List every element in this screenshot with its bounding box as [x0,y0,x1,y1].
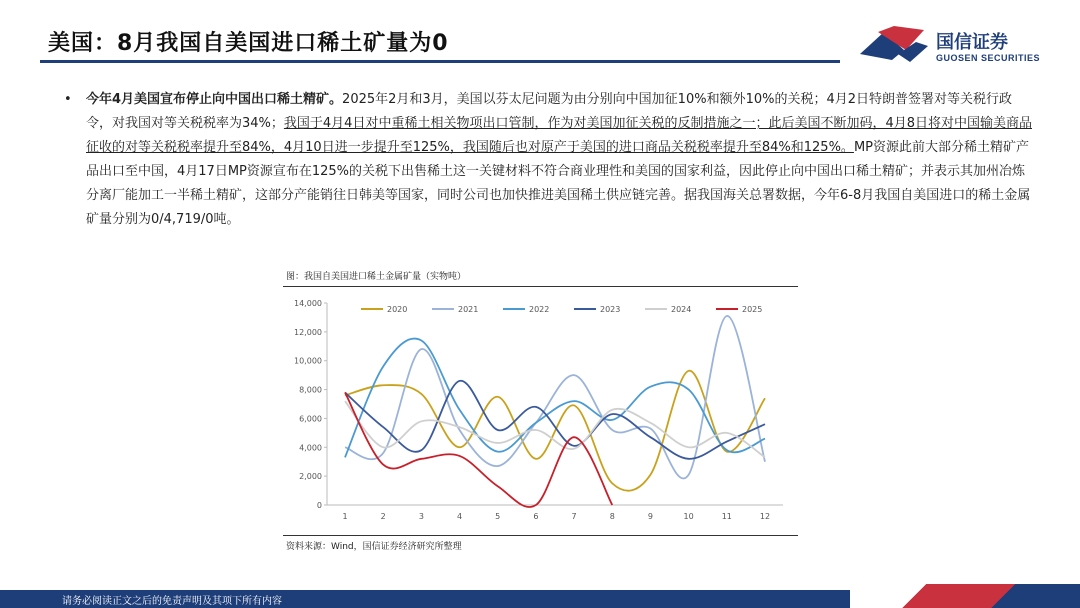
x-tick-label: 2 [380,512,386,521]
footer-bar [0,590,1080,608]
x-tick-label: 5 [495,512,501,521]
paragraph-text-2: MP资源此前大部分稀土精矿产品出口至中国，4月17日MP资源宣布在125%的关税下出售稀土这一关键材料不符合商业理性和美国的国家利益，因此停止向中国出口稀土精矿；并表示其加州冶炼分离厂能加工一半稀土精矿，这部分产能销往日韩美等国家，同时公司也加快推进美国稀土供应链完善。据我国海关总署数据，今年6-8月我国自美国进口的稀土金属矿量分别为0/4,719/0吨。 [86,140,1031,227]
line-chart [283,289,798,531]
guosen-logo-icon [858,24,930,68]
x-tick-label: 4 [456,512,463,521]
chart-bottom-rule [283,535,798,536]
logo-text-en: GUOSEN SECURITIES [936,53,1041,63]
body-paragraph [86,88,1036,232]
logo-text-cn: 国信证券 [936,32,1008,53]
y-tick-label: 12,000 [294,327,322,337]
x-tick-label: 1 [342,512,348,521]
legend-label-2024: 2024 [671,305,692,314]
x-tick-label: 7 [571,512,577,521]
page-title: 美国：8月我国自美国进口稀土矿量为0 [48,31,449,56]
x-tick-label: 9 [647,512,654,521]
underlined-text: 我国于4月4日对中重稀土相关物项出口管制，作为对美国加征关税的反制措施之一；此后美国不断加码，4月8日将对中国输美商品征收的对等关税税率提升至84%，4月10日进一步提升至125%，我国随后也对原产于美国的进口商品关税税率提升至84%和125%。 [86,116,1032,155]
footer-accent [850,584,1080,608]
x-tick-label: 11 [721,512,732,521]
x-tick-label: 3 [418,512,424,521]
y-tick-label: 10,000 [294,356,322,366]
y-tick-label: 0 [316,501,322,510]
legend-label-2021: 2021 [458,305,479,314]
paragraph-text-1: 2025年2月和3月，美国以芬太尼问题为由分别向中国加征10%和额外10%的关税；4月2日特朗普签署对等关税行政令，对我国对等关税税率为34%； [86,92,1013,131]
legend-label-2020: 2020 [387,305,408,314]
title-underline [40,60,840,63]
x-tick-label: 6 [533,512,539,521]
bullet-marker: • [64,92,72,107]
x-tick-label: 12 [759,512,771,521]
y-tick-label: 8,000 [299,385,322,395]
chart-top-rule [283,286,798,287]
chart-figure [283,265,798,555]
x-tick-label: 8 [609,512,615,521]
legend-label-2023: 2023 [600,305,621,314]
series-line-2022 [345,339,765,458]
legend-label-2022: 2022 [529,305,550,314]
chart-source: 资料来源：Wind，国信证券经济研究所整理 [286,542,462,552]
company-logo [858,24,1058,68]
y-tick-label: 14,000 [294,299,322,308]
chart-caption: 图：我国自美国进口稀土金属矿量（实物吨） [286,272,467,282]
footer-disclaimer: 请务必阅读正文之后的免责声明及其项下所有内容 [62,596,282,607]
x-tick-label: 10 [683,512,694,521]
y-tick-label: 6,000 [299,414,322,424]
y-tick-label: 4,000 [299,443,322,453]
y-tick-label: 2,000 [299,472,322,482]
legend-label-2025: 2025 [742,305,763,314]
lead-sentence: 今年4月美国宣布停止向中国出口稀土精矿。 [86,92,343,107]
